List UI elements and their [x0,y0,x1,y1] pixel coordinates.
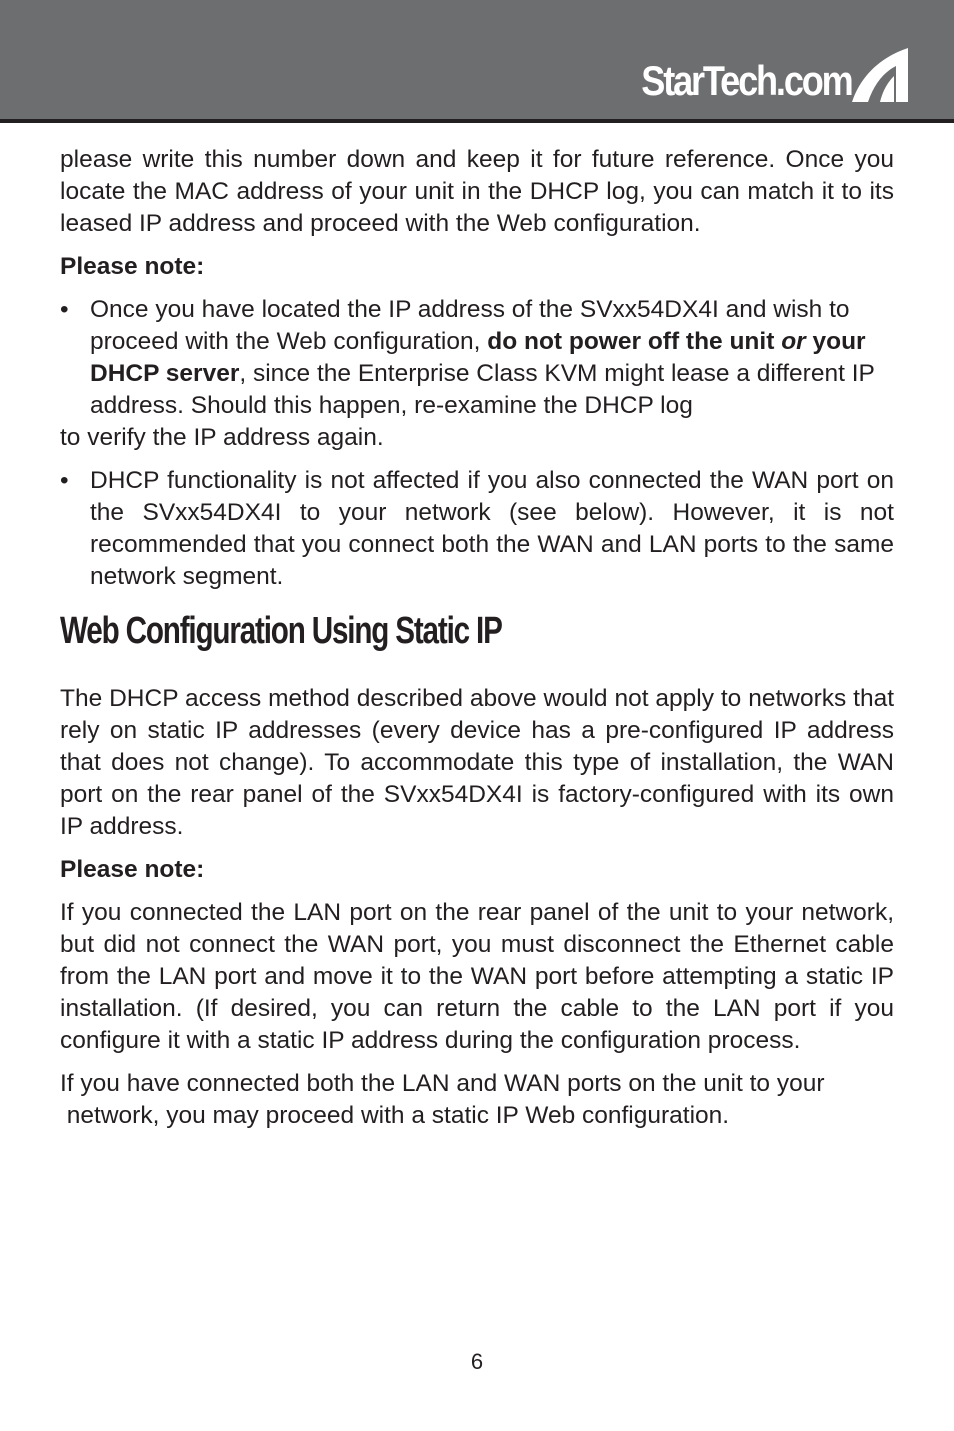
paragraph-line: If you have connected both the LAN and WAN ports on the unit to your [60,1070,825,1097]
brand-name: StarTech.com [641,57,852,104]
bold-italic-text: or [781,328,806,355]
bullet-text [90,296,874,419]
startech-swoosh-icon [850,44,910,104]
bullet-text-part: , since the Enterprise Class KVM might lease a different IP address. Should this happen, re-examine the DHCP log [90,360,875,419]
list-item [60,465,894,593]
bullet-icon: • [60,296,69,323]
page-header [0,0,954,120]
note-label: Please note: [60,856,205,883]
section-heading: Web Configuration Using Static IP [60,610,502,652]
paragraph-line: network, you may proceed with a static IP Web configuration. [60,1102,730,1129]
bullet-text: DHCP functionality is not affected if you also connected the WAN port on the SVxx54DX4I to your network (see below). However, it is not recommended that you connect both the WAN and LAN ports to the same network segment. [90,467,894,590]
page-content [60,144,894,1143]
page-number: 6 [470,1349,484,1374]
lan-port-paragraph: If you connected the LAN port on the rear panel of the unit to your network, but did not connect the WAN port, you must disconnect the Ethernet cable from the LAN port and move it to the WAN port before attempting a static IP installation. (If desired, you can return the cable to the LAN port if you configure it with a static IP address during the configuration process. [60,899,894,1054]
both-ports-paragraph [60,1068,894,1132]
intro-paragraph: please write this number down and keep it for future reference. Once you locate the MAC address of your unit in the DHCP log, you can match it to its leased IP address and proceed with the Web configuration. [60,146,894,237]
bullet-text-part: Once you have located the IP address of the SVxx54DX4I and wish to proceed with the Web configuration, [90,296,850,355]
bullet-tail-line: to verify the IP address again. [60,424,384,451]
header-rule [0,119,954,123]
bullet-icon: • [60,467,69,494]
static-ip-paragraph: The DHCP access method described above would not apply to networks that rely on static IP addresses (every device has a pre-configured IP address that does not change). To accommodate this type of installation, the WAN port on the rear panel of the SVxx54DX4I is factory-configured with its own IP address. [60,685,894,840]
bold-text: do not power off the unit [487,328,782,355]
note-label: Please note: [60,253,205,280]
list-item [60,294,894,454]
brand-logo [607,44,910,104]
bold-text: your DHCP server [90,328,866,387]
